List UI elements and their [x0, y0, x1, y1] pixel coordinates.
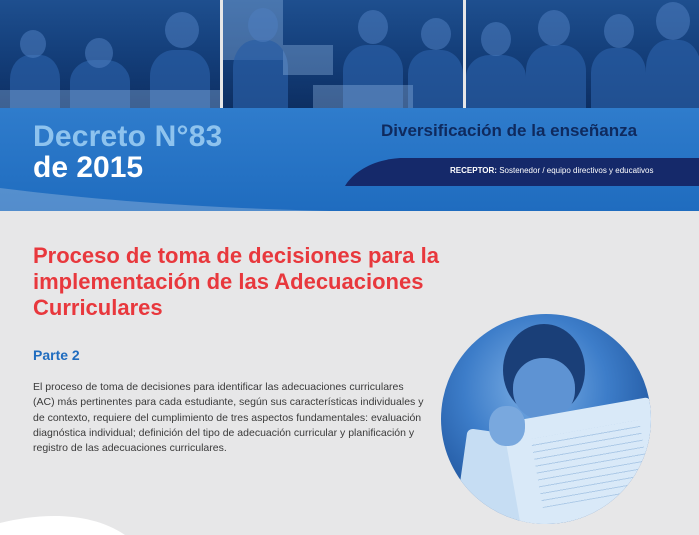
- footer-curve: [0, 505, 140, 535]
- child-reading-photo: [441, 314, 651, 524]
- decree-year: de 2015: [33, 151, 144, 184]
- classroom-photo-1: [0, 0, 220, 108]
- receptor-label: RECEPTOR:: [450, 166, 497, 175]
- section-label: Parte 2: [33, 347, 80, 363]
- receptor-text: Sostenedor / equipo directivos y educativos: [496, 166, 654, 175]
- intro-paragraph: El proceso de toma de decisiones para identificar las adecuaciones curriculares (AC) más pertinentes para cada estudiante, según sus características individuales y de contexto, requiere del cumplimiento de tres aspectos fundamentales: evaluación diagnóstica individual; definición del tipo de adecuación curricular y planificación y registro de las adecuaciones curriculares.: [33, 381, 424, 455]
- decree-title: Decreto N°83: [33, 120, 223, 153]
- classroom-photo-2: [223, 0, 463, 108]
- banner-bottom-curve: [0, 195, 140, 225]
- page-headline: Proceso de toma de decisiones para la implementación de las Adecuaciones Curriculares: [33, 243, 439, 320]
- receptor-line: [450, 166, 654, 175]
- photo-strip: [0, 0, 699, 108]
- classroom-photo-3: [466, 0, 699, 108]
- topic-heading: Diversificación de la enseñanza: [381, 121, 638, 140]
